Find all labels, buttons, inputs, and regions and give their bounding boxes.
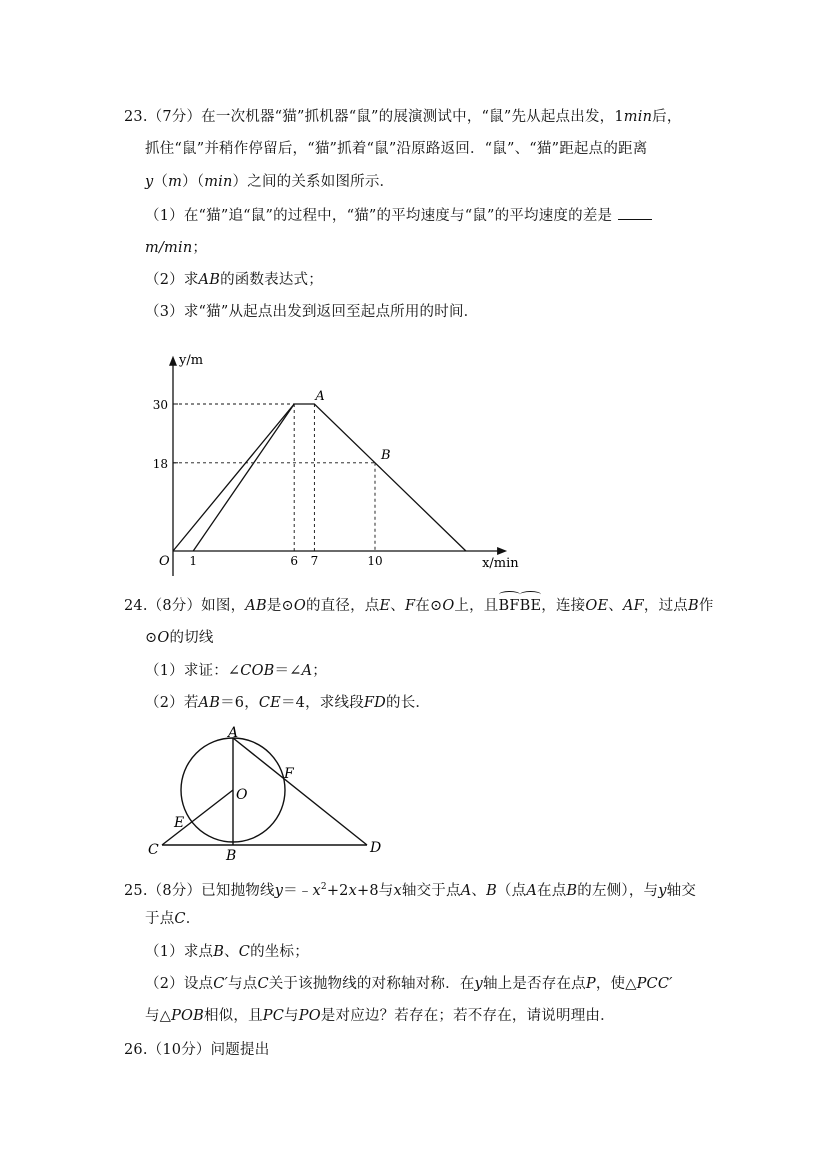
q25-t3: +2 xyxy=(326,882,349,899)
q24-arc-be: BE xyxy=(519,598,542,614)
q25-sub1 xyxy=(145,942,309,962)
x-tick-6: 6 xyxy=(290,554,299,568)
q23-paren-2: ）（ xyxy=(182,174,205,190)
q24-s1c: ； xyxy=(312,663,327,679)
q24-t3: 的直径，点 xyxy=(305,598,380,614)
q25-s3pc: PC xyxy=(262,1008,285,1024)
q25-s3pob: POB xyxy=(171,1008,204,1024)
q24-t9: ，过点 xyxy=(643,598,689,614)
q23-text-1: 23.（7分）在一次机器“猫”抓机器“鼠”的展演测试中，“鼠”先从起点出发，1 xyxy=(124,109,624,125)
q23-sub2-ab: AB xyxy=(198,272,221,288)
q24-t6: 上，且 xyxy=(454,598,499,614)
q25-t2: ＝﹣ xyxy=(283,882,313,899)
q24-ab: AB xyxy=(245,598,267,614)
x-tick-1: 1 xyxy=(189,554,198,568)
label-C: C xyxy=(148,842,159,858)
y-tick-18: 18 xyxy=(152,456,168,471)
q25-s1a: （1）求点 xyxy=(145,944,214,960)
q24-e: E xyxy=(379,598,391,614)
y-tick-30: 30 xyxy=(152,398,168,412)
q25-sub3 xyxy=(145,1006,615,1026)
origin-label: O xyxy=(159,554,170,569)
q25-s2c: 关于该抛物线的对称轴对称．在 xyxy=(268,976,475,992)
q25-l2c: C xyxy=(174,911,186,927)
q23-unit-min: min xyxy=(623,109,653,125)
q24-t2: 是⊙ xyxy=(266,598,294,614)
q24-l2o: O xyxy=(157,630,170,646)
q25-t6: 、 xyxy=(471,882,487,899)
label-A: A xyxy=(228,725,239,741)
q25-s2pcc: PCC′ xyxy=(636,976,673,992)
q23-sub1-text: （1）在“猫”追“鼠”的过程中，“猫”的平均速度与“鼠”的平均速度的差是 xyxy=(145,208,613,224)
q25-s1B: B xyxy=(213,944,225,960)
q25-s2a: （2）设点 xyxy=(145,976,214,992)
label-B: B xyxy=(226,848,237,864)
q25-l2b: ． xyxy=(185,911,201,927)
q23-sub2-a: （2）求 xyxy=(145,272,199,288)
q25-y2: y xyxy=(658,882,667,899)
q25-s3b: 相似，且 xyxy=(203,1008,263,1024)
q25-s3d: 是对应边？若存在；若不存在，请说明理由． xyxy=(320,1008,615,1024)
q25-s2p: P xyxy=(585,976,596,992)
q24-t4: 、 xyxy=(390,598,405,614)
q24-l2b: 的切线 xyxy=(169,630,214,646)
q23-unit-m: m xyxy=(168,174,183,190)
q25-t5: 轴交于点 xyxy=(401,882,461,899)
q23-paren-1: （ xyxy=(153,174,169,190)
q24-s2d: 的长． xyxy=(386,695,431,711)
q25-t4: +8与 xyxy=(357,882,394,899)
q24-arc-bf: BF xyxy=(498,598,520,614)
q25-B2: B xyxy=(566,882,578,899)
q25-x3: x xyxy=(393,882,402,899)
q25-t7: （点 xyxy=(496,882,527,899)
q23-text-3-end: ）之间的关系如图所示． xyxy=(232,174,395,190)
q24-s1cob: COB xyxy=(240,663,275,679)
q25-s2y: y xyxy=(474,976,483,992)
q24-t7: ，连接 xyxy=(541,598,586,614)
q24-t5: 在⊙ xyxy=(415,598,443,614)
q25-s1b: 、 xyxy=(224,944,239,960)
q24-s2c: ＝4，求线段 xyxy=(280,695,364,711)
label-D: D xyxy=(370,840,382,856)
q24-l2a: ⊙ xyxy=(145,630,158,646)
q24-o: O xyxy=(293,598,306,614)
q23-sub1-end: ； xyxy=(192,240,208,256)
q24-s2b: ＝6， xyxy=(220,695,259,711)
q26-line1: 26.（10分）问题提出 xyxy=(124,1042,270,1058)
q24-s1a: （1）求证：∠ xyxy=(145,663,241,679)
q24-o2: O xyxy=(442,598,455,614)
q25-t1: 25.（8分）已知抛物线 xyxy=(124,882,275,899)
line-ad xyxy=(233,738,367,845)
x-tick-10: 10 xyxy=(367,554,383,568)
q25-A2: A xyxy=(526,882,537,899)
q23-sub3: （3）求“猫”从起点出发到返回至起点所用的时间． xyxy=(145,304,479,320)
q25-s1c: 的坐标； xyxy=(250,944,309,960)
y-axis-label: y/m xyxy=(179,352,204,368)
q25-s2c1: C′ xyxy=(213,976,229,992)
line-oc xyxy=(162,790,233,845)
q25-s3a: 与△ xyxy=(145,1008,172,1024)
q24-s2ce: CE xyxy=(258,695,281,711)
q24-t8: 、 xyxy=(608,598,623,614)
x-axis-label: x/min xyxy=(482,556,519,571)
q25-s2d: 轴上是否存在点 xyxy=(482,976,586,992)
q24-s2ab: AB xyxy=(198,695,221,711)
q25-x2: x xyxy=(348,882,357,899)
q23-var-y: y xyxy=(145,174,154,190)
q25-t9: 的左侧），与 xyxy=(577,882,659,899)
q25-A: A xyxy=(460,882,472,899)
label-O: O xyxy=(236,787,248,803)
q23-unit-min-2: min xyxy=(204,174,233,190)
q25-line1 xyxy=(124,877,696,901)
q24-s2fd: FD xyxy=(363,695,387,711)
label-F: F xyxy=(284,766,294,782)
q24-oe: OE xyxy=(585,598,609,614)
q25-y: y xyxy=(274,882,284,899)
q24-af: AF xyxy=(622,598,644,614)
q24-s1A: A xyxy=(301,663,313,679)
q25-x: x xyxy=(312,882,321,899)
q25-sub2 xyxy=(145,974,673,994)
q24-t10: 作 xyxy=(698,598,714,614)
q23-unit-mmin: m/min xyxy=(145,240,193,256)
q25-t8: 在点 xyxy=(537,882,567,899)
q25-s2b: 与点 xyxy=(228,976,258,992)
x-tick-7: 7 xyxy=(310,554,319,568)
q24-b: B xyxy=(688,598,699,614)
q25-sup: 2 xyxy=(320,882,327,892)
q25-B: B xyxy=(486,882,497,899)
q25-s3po: PO xyxy=(298,1008,321,1024)
point-B-label: B xyxy=(381,447,391,463)
q25-s3c: 与 xyxy=(284,1008,299,1024)
point-A-label: A xyxy=(315,389,325,404)
q24-f: F xyxy=(404,598,416,614)
q23-line2: 抓住“鼠”并稍作停留后，“猫”抓着“鼠”沿原路返回．“鼠”、“猫”距起点的距离 xyxy=(145,141,648,157)
q24-t1: 24.（8分）如图， xyxy=(124,598,246,614)
q25-s2e: ，使△ xyxy=(595,976,637,992)
label-E: E xyxy=(174,815,185,831)
q24-s1b: ＝∠ xyxy=(274,663,302,679)
q25-l2a: 于点 xyxy=(145,911,175,927)
q25-s2c2: C xyxy=(257,976,269,992)
q24-s2a: （2）若 xyxy=(145,695,199,711)
q23-sub2-b: 的函数表达式； xyxy=(220,272,323,288)
q25-t10: 轴交 xyxy=(666,882,697,899)
q23-text-1-end: 后， xyxy=(652,109,682,125)
q25-s1C: C xyxy=(238,944,251,960)
q25-line2 xyxy=(145,909,200,929)
